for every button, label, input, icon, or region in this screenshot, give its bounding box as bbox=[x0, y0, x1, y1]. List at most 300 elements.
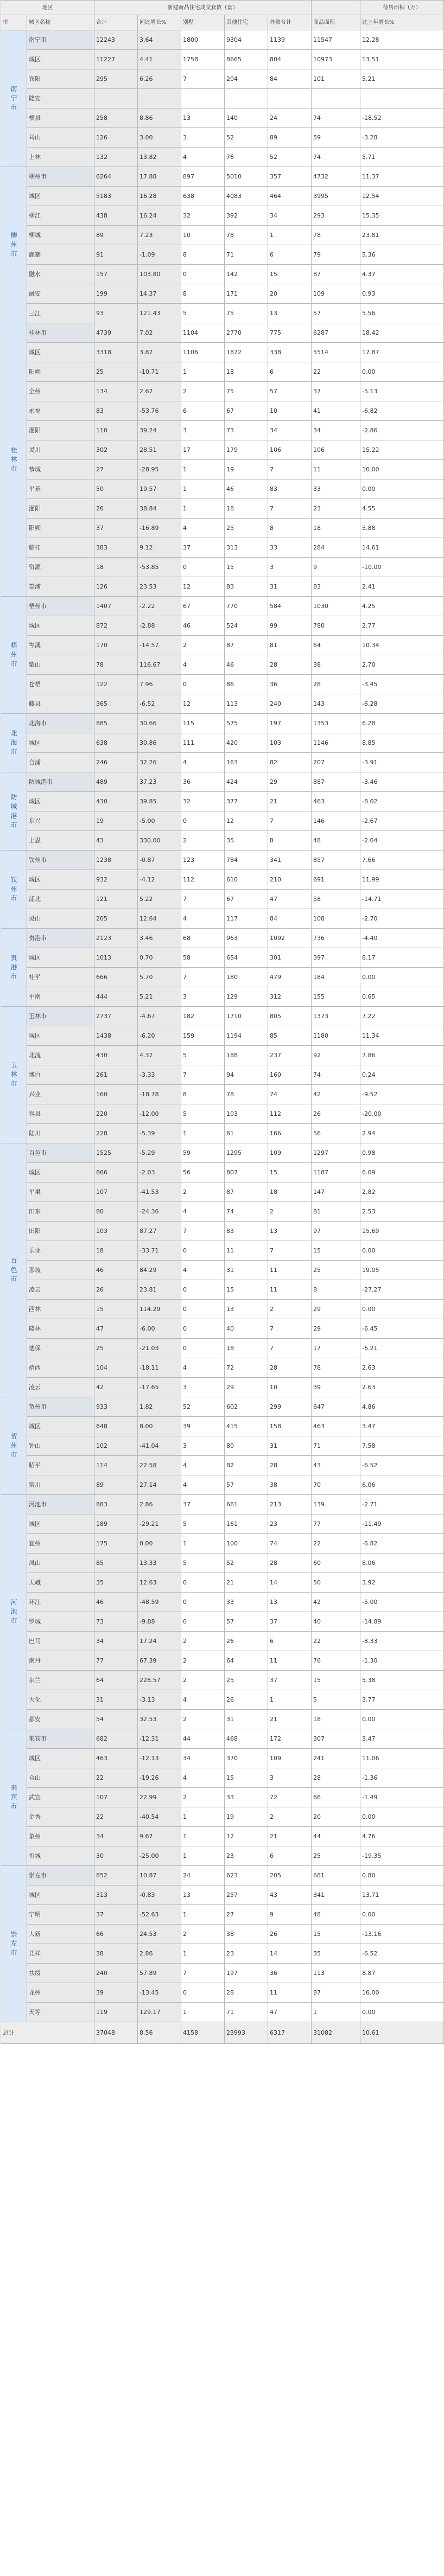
data-cell: 7.23 bbox=[138, 226, 181, 245]
data-cell: 12243 bbox=[94, 30, 138, 50]
district-row bbox=[1, 1964, 444, 1983]
data-cell: -6.82 bbox=[360, 1534, 444, 1554]
data-cell: 1 bbox=[181, 480, 225, 499]
district-name: 阳朔 bbox=[27, 362, 94, 382]
data-cell: -18.52 bbox=[360, 108, 444, 128]
data-cell: 126 bbox=[94, 128, 138, 148]
data-cell: -6.21 bbox=[360, 1339, 444, 1358]
data-cell: 188 bbox=[225, 1046, 268, 1065]
data-cell: 121 bbox=[94, 890, 138, 909]
data-cell: 7 bbox=[268, 499, 312, 519]
data-cell: 197 bbox=[268, 714, 312, 733]
data-cell: 430 bbox=[94, 792, 138, 811]
data-cell: -12.31 bbox=[138, 1729, 181, 1749]
district-name: 忻城 bbox=[27, 1846, 94, 1866]
data-cell: 3 bbox=[181, 1378, 225, 1397]
data-cell bbox=[360, 89, 444, 108]
district-name: 灌阳 bbox=[27, 499, 94, 519]
col-header-area-yoy: 比上年增长% bbox=[360, 15, 444, 30]
city-name-char: 市 bbox=[10, 465, 17, 472]
data-cell: 35 bbox=[225, 831, 268, 851]
city-summary-row bbox=[1, 851, 444, 870]
total-cell: 10.61 bbox=[360, 2022, 444, 2044]
data-cell: 73 bbox=[94, 1612, 138, 1632]
city-name-char: 市 bbox=[10, 1802, 17, 1810]
district-row bbox=[1, 1241, 444, 1261]
data-cell: 2 bbox=[268, 1202, 312, 1222]
data-cell: 19 bbox=[225, 1807, 268, 1827]
data-cell: 87 bbox=[225, 1182, 268, 1202]
data-cell: 46 bbox=[225, 655, 268, 675]
data-cell: 23.81 bbox=[360, 226, 444, 245]
data-cell: 2 bbox=[181, 1925, 225, 1944]
district-row bbox=[1, 909, 444, 929]
data-cell: -52.63 bbox=[138, 1905, 181, 1925]
data-cell: 2 bbox=[181, 831, 225, 851]
data-cell: 34 bbox=[94, 1827, 138, 1846]
city-summary-row bbox=[1, 714, 444, 733]
data-cell: 179 bbox=[225, 440, 268, 460]
data-cell: 74 bbox=[225, 1202, 268, 1222]
data-cell: 780 bbox=[312, 616, 360, 636]
district-name: 城区 bbox=[27, 1749, 94, 1768]
city-name-char: 港 bbox=[10, 811, 17, 820]
data-cell: 10.87 bbox=[138, 1866, 181, 1885]
district-row bbox=[1, 1710, 444, 1729]
data-cell: 159 bbox=[181, 1026, 225, 1046]
data-cell: -40.54 bbox=[138, 1807, 181, 1827]
district-name: 融安 bbox=[27, 284, 94, 304]
district-row bbox=[1, 675, 444, 694]
data-cell: 1295 bbox=[225, 1143, 268, 1163]
district-row bbox=[1, 1788, 444, 1807]
city-name-char: 市 bbox=[10, 821, 17, 829]
blank-group-header bbox=[312, 1, 360, 15]
data-cell: 85 bbox=[268, 1026, 312, 1046]
data-cell: 67 bbox=[225, 401, 268, 421]
data-cell: 76 bbox=[225, 148, 268, 167]
district-name: 钦州市 bbox=[27, 851, 94, 870]
district-name: 都安 bbox=[27, 1710, 94, 1729]
data-cell: 8.87 bbox=[360, 1964, 444, 1983]
city-summary-row bbox=[1, 772, 444, 792]
data-cell: 299 bbox=[268, 1397, 312, 1417]
data-cell: 34 bbox=[94, 1632, 138, 1651]
district-name: 罗城 bbox=[27, 1612, 94, 1632]
data-cell: 44 bbox=[312, 1827, 360, 1846]
data-cell: 48 bbox=[312, 831, 360, 851]
data-cell: 38 bbox=[94, 1944, 138, 1964]
data-cell: 16.24 bbox=[138, 206, 181, 226]
data-cell: 857 bbox=[312, 851, 360, 870]
data-cell: 97 bbox=[312, 1222, 360, 1241]
data-cell: 0.70 bbox=[138, 948, 181, 968]
data-cell: 258 bbox=[94, 108, 138, 128]
data-cell: 171 bbox=[225, 284, 268, 304]
data-cell: 3.46 bbox=[138, 929, 181, 948]
data-cell: 13.71 bbox=[360, 1885, 444, 1905]
data-cell: 99 bbox=[268, 616, 312, 636]
data-cell: 0.00 bbox=[360, 968, 444, 987]
inventory-group-header: 待售面积（万） bbox=[360, 1, 444, 15]
data-cell: 37 bbox=[181, 538, 225, 558]
data-cell: 1872 bbox=[225, 343, 268, 362]
data-cell: 84 bbox=[268, 909, 312, 929]
data-cell: 2 bbox=[181, 1788, 225, 1807]
data-cell: 23 bbox=[225, 1944, 268, 1964]
data-cell: 14 bbox=[268, 1573, 312, 1593]
data-cell: 10 bbox=[181, 226, 225, 245]
data-cell: 64 bbox=[312, 636, 360, 655]
data-cell: 197 bbox=[225, 1964, 268, 1983]
district-row bbox=[1, 577, 444, 597]
col-header-district: 城区名称 bbox=[27, 15, 94, 30]
sales-group-header: 新建商品住宅成交套数（套） bbox=[94, 1, 312, 15]
district-name: 灌阳 bbox=[27, 421, 94, 440]
data-cell: 228.57 bbox=[138, 1671, 181, 1690]
district-row bbox=[1, 480, 444, 499]
district-row bbox=[1, 1163, 444, 1182]
district-row bbox=[1, 753, 444, 772]
header-row-groups bbox=[1, 1, 444, 15]
data-cell: 19.05 bbox=[360, 1261, 444, 1280]
data-cell: -6.00 bbox=[138, 1319, 181, 1339]
district-row bbox=[1, 1573, 444, 1593]
data-cell: 7.96 bbox=[138, 675, 181, 694]
data-cell: 489 bbox=[94, 772, 138, 792]
data-cell: 78 bbox=[94, 655, 138, 675]
data-cell: 84.29 bbox=[138, 1261, 181, 1280]
data-cell: 807 bbox=[225, 1163, 268, 1182]
data-cell: 23.53 bbox=[138, 577, 181, 597]
district-name: 百色市 bbox=[27, 1143, 94, 1163]
data-cell: 7 bbox=[268, 1319, 312, 1339]
data-cell: 22 bbox=[312, 1632, 360, 1651]
data-cell: 3995 bbox=[312, 187, 360, 206]
data-cell: 5514 bbox=[312, 343, 360, 362]
data-cell: 35 bbox=[94, 1573, 138, 1593]
city-group-label bbox=[1, 1143, 27, 1397]
data-cell: 866 bbox=[94, 1163, 138, 1182]
data-cell: 11227 bbox=[94, 50, 138, 69]
data-cell: 30.66 bbox=[138, 714, 181, 733]
data-cell: 666 bbox=[94, 968, 138, 987]
data-cell: 0.00 bbox=[138, 1534, 181, 1554]
data-cell: -20.00 bbox=[360, 1104, 444, 1124]
data-cell: 3 bbox=[181, 1436, 225, 1456]
data-cell: 7 bbox=[268, 1241, 312, 1261]
data-cell: 3 bbox=[268, 1768, 312, 1788]
city-group-label bbox=[1, 1495, 27, 1729]
district-row bbox=[1, 1905, 444, 1925]
data-cell: 370 bbox=[225, 1749, 268, 1768]
data-cell: 240 bbox=[268, 694, 312, 714]
data-cell: 21 bbox=[268, 1710, 312, 1729]
data-cell: 58 bbox=[312, 890, 360, 909]
data-cell: 142 bbox=[225, 265, 268, 284]
data-cell: 2.70 bbox=[360, 655, 444, 675]
data-cell: 89 bbox=[94, 226, 138, 245]
data-cell: 22.99 bbox=[138, 1788, 181, 1807]
data-cell: 15 bbox=[268, 265, 312, 284]
data-cell: 261 bbox=[94, 1065, 138, 1085]
district-row bbox=[1, 1104, 444, 1124]
data-cell: 205 bbox=[94, 909, 138, 929]
data-cell: 883 bbox=[94, 1495, 138, 1514]
data-cell: 12.64 bbox=[138, 909, 181, 929]
data-cell: 5.56 bbox=[360, 304, 444, 323]
district-name: 藤县 bbox=[27, 694, 94, 714]
data-cell: 71 bbox=[312, 1436, 360, 1456]
data-cell: 5.88 bbox=[360, 519, 444, 538]
data-cell: -0.83 bbox=[138, 1885, 181, 1905]
data-cell: 1146 bbox=[312, 733, 360, 753]
data-cell: 93 bbox=[94, 304, 138, 323]
district-row bbox=[1, 694, 444, 714]
data-cell: 17.88 bbox=[138, 167, 181, 187]
district-name: 环江 bbox=[27, 1593, 94, 1612]
data-cell: 5.22 bbox=[138, 890, 181, 909]
city-group-label bbox=[1, 597, 27, 714]
data-cell: 1297 bbox=[312, 1143, 360, 1163]
data-cell: 0 bbox=[181, 1573, 225, 1593]
data-cell: 36 bbox=[181, 772, 225, 792]
data-cell: 71 bbox=[225, 2003, 268, 2022]
data-cell: 284 bbox=[312, 538, 360, 558]
data-cell: 0.24 bbox=[360, 1065, 444, 1085]
data-cell: 42 bbox=[94, 1378, 138, 1397]
data-cell: 66 bbox=[312, 1788, 360, 1807]
data-cell: 81 bbox=[312, 1202, 360, 1222]
data-cell: 648 bbox=[94, 1417, 138, 1436]
city-name-char: 左 bbox=[10, 1940, 17, 1947]
data-cell: 2 bbox=[181, 1651, 225, 1671]
data-cell: 78 bbox=[312, 1358, 360, 1378]
district-row bbox=[1, 1749, 444, 1768]
data-cell: 38.84 bbox=[138, 499, 181, 519]
data-cell: 575 bbox=[225, 714, 268, 733]
data-cell: 39 bbox=[94, 1983, 138, 2003]
district-row bbox=[1, 968, 444, 987]
city-name-char: 州 bbox=[10, 885, 17, 893]
data-cell: 963 bbox=[225, 929, 268, 948]
data-cell: 155 bbox=[312, 987, 360, 1007]
data-cell: 2 bbox=[181, 1632, 225, 1651]
data-cell: 5010 bbox=[225, 167, 268, 187]
district-name: 靖西 bbox=[27, 1358, 94, 1378]
city-name-char: 州 bbox=[10, 241, 17, 248]
district-name: 陆川 bbox=[27, 1124, 94, 1143]
data-cell: 37 bbox=[94, 519, 138, 538]
data-cell: 8.86 bbox=[138, 108, 181, 128]
data-cell: 28 bbox=[268, 1358, 312, 1378]
data-cell: 10 bbox=[268, 1378, 312, 1397]
district-name: 平乐 bbox=[27, 480, 94, 499]
data-cell: 2123 bbox=[94, 929, 138, 948]
district-row bbox=[1, 811, 444, 831]
data-cell: 115 bbox=[181, 714, 225, 733]
city-summary-row bbox=[1, 1397, 444, 1417]
data-cell: 205 bbox=[268, 1866, 312, 1885]
data-cell: 2.77 bbox=[360, 616, 444, 636]
district-name: 城区 bbox=[27, 1885, 94, 1905]
data-cell: -4.67 bbox=[138, 1007, 181, 1026]
data-cell: 8 bbox=[312, 1280, 360, 1300]
data-cell: 3 bbox=[181, 128, 225, 148]
data-cell: 126 bbox=[94, 577, 138, 597]
data-cell: 8 bbox=[181, 245, 225, 265]
city-name-char: 百 bbox=[10, 1257, 17, 1264]
data-cell: 0.93 bbox=[360, 284, 444, 304]
district-name: 巴马 bbox=[27, 1632, 94, 1651]
district-row bbox=[1, 1026, 444, 1046]
data-cell: 15.22 bbox=[360, 440, 444, 460]
data-cell: 1 bbox=[181, 1807, 225, 1827]
data-cell: 15 bbox=[225, 1280, 268, 1300]
data-cell: 59 bbox=[181, 1143, 225, 1163]
data-cell: -6.52 bbox=[138, 694, 181, 714]
data-cell: 5.36 bbox=[360, 245, 444, 265]
data-cell: -14.57 bbox=[138, 636, 181, 655]
housing-data-table bbox=[1, 0, 444, 2044]
data-cell: 602 bbox=[225, 1397, 268, 1417]
data-cell: 1 bbox=[181, 1534, 225, 1554]
data-cell: 4083 bbox=[225, 187, 268, 206]
data-cell: 31 bbox=[268, 1436, 312, 1456]
district-name: 大新 bbox=[27, 1925, 94, 1944]
data-cell: -4.40 bbox=[360, 929, 444, 948]
data-cell: 12 bbox=[225, 811, 268, 831]
data-cell: -6.52 bbox=[360, 1944, 444, 1964]
table-body bbox=[1, 30, 444, 2022]
data-cell: 4.37 bbox=[360, 265, 444, 284]
city-summary-row bbox=[1, 1729, 444, 1749]
col-header-out-of-province: 外省合计 bbox=[268, 15, 312, 30]
data-cell: 5 bbox=[181, 1514, 225, 1534]
data-cell: 175 bbox=[94, 1534, 138, 1554]
data-cell: 107 bbox=[94, 1788, 138, 1807]
data-cell: 9 bbox=[268, 1905, 312, 1925]
data-cell: 1106 bbox=[181, 343, 225, 362]
data-cell: 37 bbox=[268, 1671, 312, 1690]
district-row bbox=[1, 382, 444, 401]
data-cell: 25 bbox=[225, 519, 268, 538]
district-name: 平南 bbox=[27, 987, 94, 1007]
data-cell: 82 bbox=[268, 753, 312, 772]
data-cell: 40 bbox=[312, 1612, 360, 1632]
data-cell: 67.39 bbox=[138, 1651, 181, 1671]
data-cell: 33 bbox=[225, 1788, 268, 1807]
total-cell: 6317 bbox=[268, 2022, 312, 2044]
data-cell: 852 bbox=[94, 1866, 138, 1885]
data-cell: 4 bbox=[181, 1202, 225, 1222]
district-name: 资源 bbox=[27, 558, 94, 577]
data-cell: 54 bbox=[94, 1710, 138, 1729]
data-cell: 18 bbox=[225, 1339, 268, 1358]
data-cell: 3 bbox=[181, 987, 225, 1007]
data-cell: 2.94 bbox=[360, 1124, 444, 1143]
district-row bbox=[1, 1182, 444, 1202]
district-name: 昭平 bbox=[27, 1456, 94, 1475]
data-cell: 0.65 bbox=[360, 987, 444, 1007]
data-cell: 1 bbox=[181, 1944, 225, 1964]
data-cell: 213 bbox=[268, 1495, 312, 1514]
district-row bbox=[1, 245, 444, 265]
data-cell: -3.13 bbox=[138, 1690, 181, 1710]
data-cell: 75 bbox=[225, 304, 268, 323]
data-cell: 0 bbox=[181, 1280, 225, 1300]
district-name: 桂平 bbox=[27, 968, 94, 987]
data-cell: 5183 bbox=[94, 187, 138, 206]
district-name: 宾阳 bbox=[27, 69, 94, 89]
city-summary-row bbox=[1, 323, 444, 343]
city-name-char: 市 bbox=[10, 1949, 17, 1957]
data-cell: 313 bbox=[225, 538, 268, 558]
district-name: 城区 bbox=[27, 187, 94, 206]
data-cell: -41.53 bbox=[138, 1182, 181, 1202]
data-cell: -21.03 bbox=[138, 1339, 181, 1358]
district-row bbox=[1, 343, 444, 362]
data-cell: 932 bbox=[94, 870, 138, 890]
district-row bbox=[1, 1085, 444, 1104]
data-cell: 3 bbox=[268, 558, 312, 577]
data-cell: 8.85 bbox=[360, 733, 444, 753]
district-row bbox=[1, 304, 444, 323]
data-cell: 180 bbox=[225, 968, 268, 987]
data-cell: 15 bbox=[268, 1163, 312, 1182]
data-cell: 20 bbox=[268, 284, 312, 304]
data-cell: 37 bbox=[268, 1612, 312, 1632]
total-cell: 37048 bbox=[94, 2022, 138, 2044]
district-name: 城区 bbox=[27, 792, 94, 811]
data-cell: 15.35 bbox=[360, 206, 444, 226]
data-cell: 28.51 bbox=[138, 440, 181, 460]
data-cell: 4.41 bbox=[138, 50, 181, 69]
data-cell: 67 bbox=[181, 597, 225, 616]
data-cell: 48 bbox=[312, 1905, 360, 1925]
district-row bbox=[1, 1554, 444, 1573]
data-cell: 8 bbox=[268, 519, 312, 538]
data-cell: 46 bbox=[181, 616, 225, 636]
data-cell: 338 bbox=[268, 343, 312, 362]
district-row bbox=[1, 1593, 444, 1612]
data-cell: 32 bbox=[181, 792, 225, 811]
city-summary-row bbox=[1, 1866, 444, 1885]
data-cell: 805 bbox=[268, 1007, 312, 1026]
data-cell: 3.92 bbox=[360, 1573, 444, 1593]
data-cell: 100 bbox=[225, 1534, 268, 1554]
data-cell: -4.12 bbox=[138, 870, 181, 890]
district-name: 贵港市 bbox=[27, 929, 94, 948]
data-cell bbox=[268, 89, 312, 108]
data-cell: 0.00 bbox=[360, 480, 444, 499]
data-cell: 114.29 bbox=[138, 1300, 181, 1319]
data-cell: 103 bbox=[94, 1222, 138, 1241]
city-group-label bbox=[1, 772, 27, 851]
data-cell: -16.89 bbox=[138, 519, 181, 538]
data-cell: 25 bbox=[94, 1339, 138, 1358]
data-cell: 42 bbox=[312, 1085, 360, 1104]
data-cell: 0.00 bbox=[360, 1807, 444, 1827]
data-cell: -5.00 bbox=[360, 1593, 444, 1612]
data-cell: 3318 bbox=[94, 343, 138, 362]
data-cell: 479 bbox=[268, 968, 312, 987]
data-cell: 438 bbox=[94, 206, 138, 226]
data-cell: -28.95 bbox=[138, 460, 181, 480]
data-cell: 112 bbox=[268, 1104, 312, 1124]
data-cell: 5 bbox=[312, 1690, 360, 1710]
city-group-label bbox=[1, 1007, 27, 1143]
